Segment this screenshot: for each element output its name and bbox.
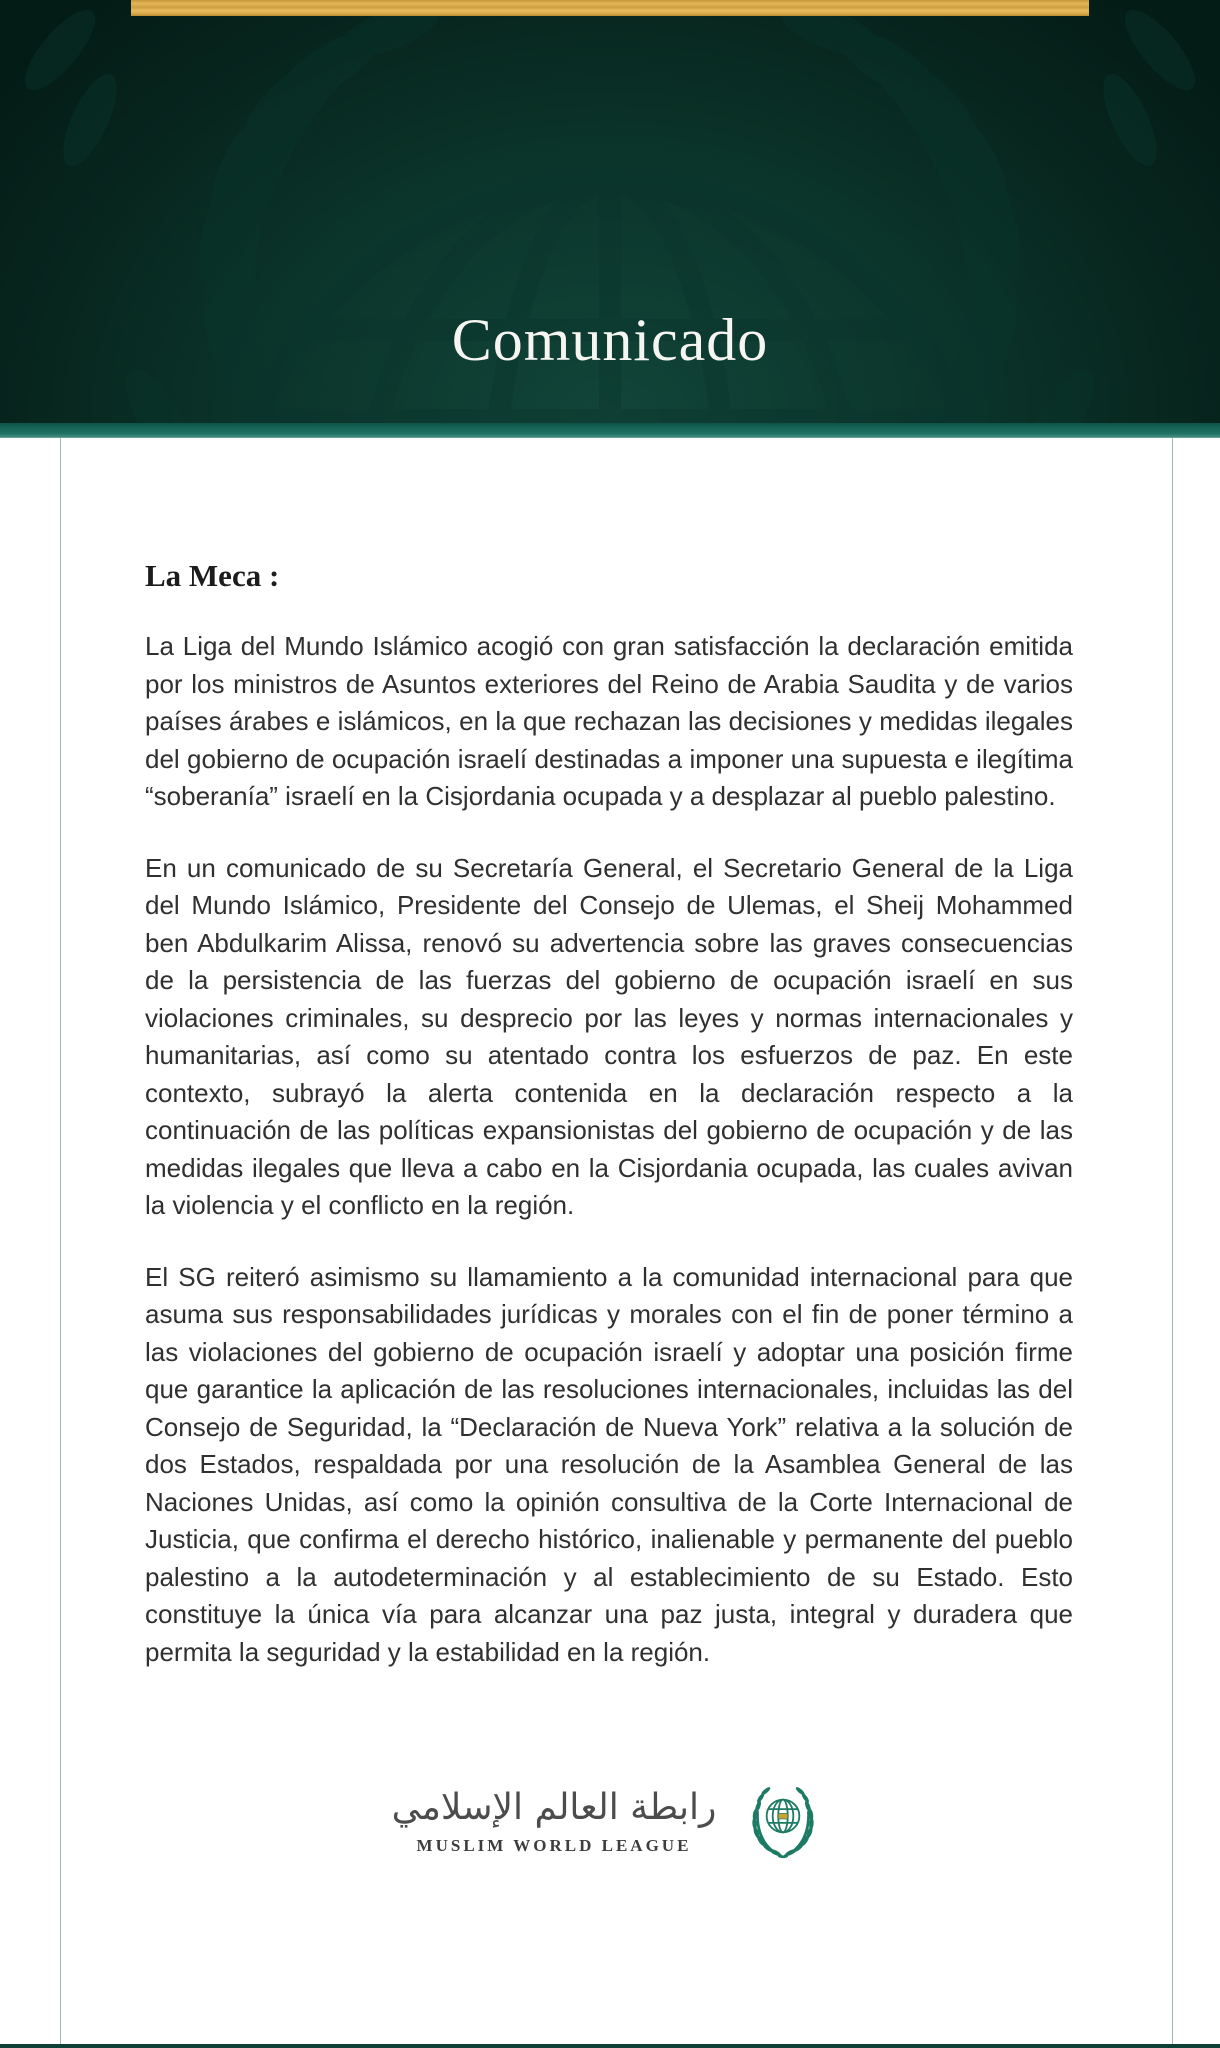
paragraph: El SG reiteró asimismo su llamamiento a la comunidad internacional para que asuma sus responsabilidades jurídicas y morales con el fin de poner término a las violaciones del gobierno de ocupación israelí y adoptar una posición firme que garantice la aplicación de las resoluciones internacionales, incluidas las del Consejo de Seguridad, la “Declaración de Nueva York” relativa a la solución de dos Estados, respaldada por una resolución de la Asamblea General de las Naciones Unidas, así como la opinión consultiva de la Corte Internacional de Justicia, que confirma el derecho histórico, inalienable y permanente del pueblo palestino a la autodeterminación y al establecimiento de su Estado. Esto constituye la única vía para alcanzar una paz justa, integral y duradera que permita la seguridad y la estabilidad en la región. (145, 1261, 1073, 1667)
card-left-hairline (60, 438, 61, 2048)
logo-arabic-calligraphy: رابطة العالم الإسلامي (391, 1787, 717, 1829)
document-body (0, 438, 1220, 2048)
kaaba-gold-band (779, 1813, 788, 1819)
dateline-heading: La Meca : (145, 558, 280, 593)
gold-accent-bar (131, 0, 1089, 16)
paragraph: La Liga del Mundo Islámico acogió con gran satisfacción la declaración emitida por los ministros de Asuntos exteriores del Reino de Arabia Saudita y de varios países árabes e islámicos, en la que rechazan las decisiones y medidas ilegales del gobierno de ocupación israelí destinadas a imponer una supuesta e ilegítima “soberanía” israelí en la Cisjordania ocupada y a desplazar al pueblo palestino. (145, 631, 1073, 811)
mwl-logo (145, 1779, 1073, 1865)
header-divider-band (0, 423, 1220, 438)
logo-wordmark: MUSLIM WORLD LEAGUE (416, 1835, 692, 1855)
logo-text-stack (392, 1788, 717, 1856)
mwl-emblem-icon (740, 1779, 826, 1865)
footer-accent-line (0, 2044, 1220, 2048)
paragraph: En un comunicado de su Secretaría General, el Secretario General de la Liga del Mundo Islámico, Presidente del Consejo de Ulemas, el Sheij Mohammed ben Abdulkarim Alissa, renovó su advertencia sobre las graves consecuencias de la persistencia de las fuerzas del gobierno de ocupación israelí en sus violaciones criminales, su desprecio por las leyes y normas internacionales y humanitarias, así como su atentado contra los esfuerzos de paz. En este contexto, subrayó la alerta contenida en la declaración respecto a la continuación de las políticas expansionistas del gobierno de ocupación y de las medidas ilegales que lleva a cabo en la Cisjordania ocupada, las cuales avivan la violencia y el conflicto en la región. (145, 852, 1073, 1220)
page-title: Comunicado (451, 307, 769, 373)
header-banner (0, 0, 1220, 423)
card-right-hairline (1172, 438, 1173, 2048)
text-column (145, 438, 1073, 1865)
